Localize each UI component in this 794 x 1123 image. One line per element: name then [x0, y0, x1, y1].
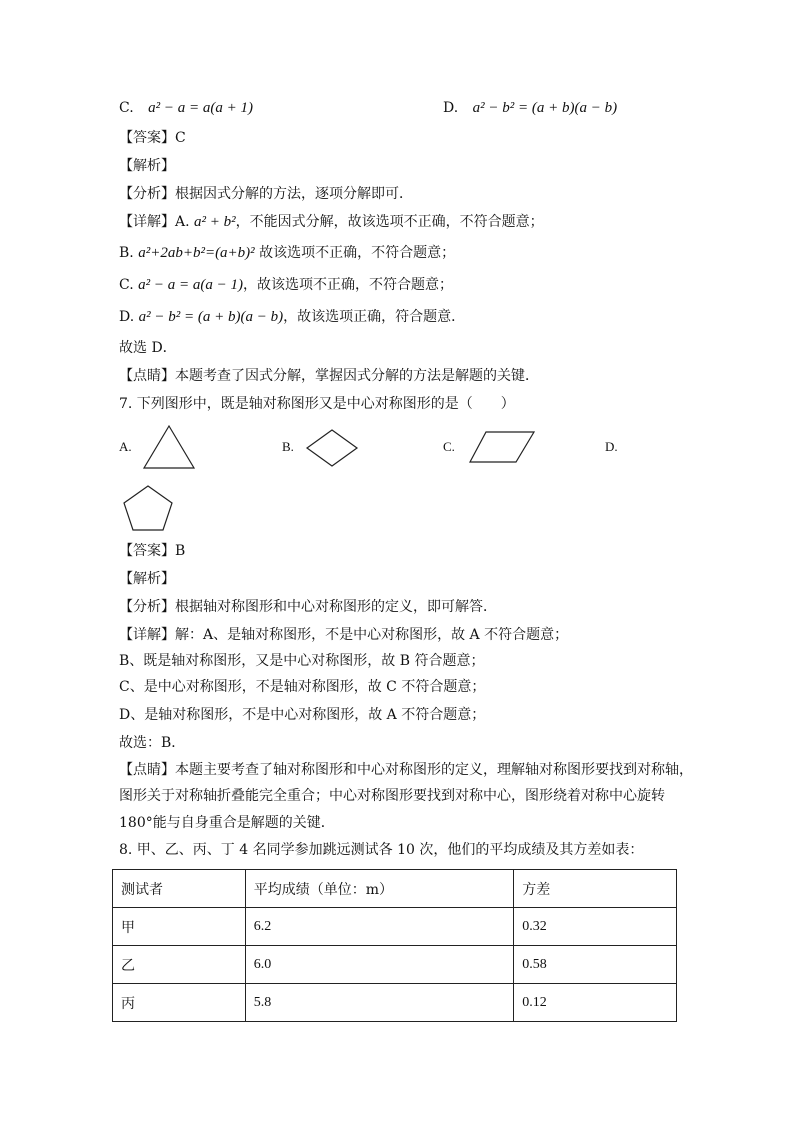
pentagon-shape [121, 484, 175, 532]
parallelogram-shape [468, 430, 536, 464]
table-row [113, 908, 677, 946]
detail-prefix: B. [119, 245, 134, 261]
detail-text: ，故该选项正确，符合题意． [283, 309, 466, 325]
option-expression: a² − b² = (a + b)(a − b) [472, 100, 618, 116]
detail-expression: a² + b² [194, 214, 236, 230]
detail-text: 故该选项不正确，不符合题意； [259, 245, 456, 261]
option-expression: a² − a = a(a + 1) [148, 100, 253, 116]
dianjing-tag: 【点睛】 [119, 368, 175, 384]
q7-stem: 7. 下列图形中，既是轴对称图形又是中心对称图形的是（ ） [119, 396, 515, 412]
answer-tag: 【答案】 [119, 543, 175, 559]
q6-fenxi [119, 184, 413, 204]
dianjing-text: 本题考查了因式分解，掌握因式分解的方法是解题的关键． [175, 368, 539, 384]
detail-expression: a² − a = a(a − 1) [138, 277, 243, 293]
fenxi-text: 根据轴对称图形和中心对称图形的定义，即可解答． [175, 599, 497, 615]
table-header-cell: 平均成绩（单位：m） [245, 870, 514, 908]
q6-choose: 故选 D． [119, 340, 177, 356]
table-cell: 乙 [113, 946, 246, 984]
table-cell: 0.12 [514, 984, 677, 1022]
q6-detail-a [119, 212, 544, 232]
detail-text: ，故该选项不正确，不符合题意； [242, 277, 453, 293]
scores-table [112, 869, 677, 1022]
q6-analysis-tag: 【解析】 [119, 158, 175, 174]
table-header-row [113, 870, 677, 908]
answer-value: C [175, 130, 186, 146]
q7-detail-4: D、是轴对称图形，不是中心对称图形，故 A 不符合题意； [119, 707, 486, 723]
q7-answer [119, 541, 185, 561]
triangle-shape [142, 424, 196, 470]
table-row [113, 946, 677, 984]
dianjing-text: 本题主要考查了轴对称图形和中心对称图形的定义，理解轴对称图形要找到对称轴， [175, 762, 693, 778]
table-cell: 5.8 [245, 984, 514, 1022]
detail-prefix: A. [175, 214, 190, 230]
q7-detail-2: B、既是轴对称图形，又是中心对称图形，故 B 符合题意； [119, 653, 485, 669]
detail-expression: a² − b² = (a + b)(a − b) [138, 309, 284, 325]
detail-tag: 【详解】 [119, 214, 175, 230]
table-row [113, 984, 677, 1022]
fenxi-tag: 【分析】 [119, 186, 175, 202]
detail-prefix: D. [119, 309, 135, 325]
detail-text: ，不能因式分解，故该选项不正确，不符合题意； [235, 214, 544, 230]
q7-dianjing-1 [119, 760, 693, 780]
option-label: C. [119, 100, 134, 116]
q7-choose: 故选：B． [119, 735, 186, 751]
answer-value: B [175, 543, 186, 559]
q7-detail-1 [119, 625, 568, 645]
q7-dianjing-2: 图形关于对称轴折叠能完全重合；中心对称图形要找到对称中心，图形绕着对称中心旋转 [119, 788, 665, 804]
table-cell: 0.58 [514, 946, 677, 984]
rhombus-shape [305, 428, 359, 468]
q7-option-b-label: B. [282, 439, 294, 454]
dianjing-tag: 【点睛】 [119, 762, 175, 778]
q6-option-d [443, 98, 617, 118]
q7-dianjing-3: 180°能与自身重合是解题的关键． [119, 815, 335, 831]
table-cell: 0.32 [514, 908, 677, 946]
q6-answer [119, 128, 186, 148]
q7-fenxi [119, 597, 497, 617]
table-cell: 甲 [113, 908, 246, 946]
q6-dianjing [119, 366, 539, 386]
fenxi-tag: 【分析】 [119, 599, 175, 615]
q7-option-c-label: C. [443, 439, 455, 454]
q7-option-d-label: D. [605, 439, 618, 454]
q6-detail-d [119, 307, 465, 327]
detail-expression: a²+2ab+b²=(a+b)² [138, 245, 255, 261]
q6-detail-c [119, 275, 453, 295]
detail-tag: 【详解】 [119, 627, 175, 643]
table-cell: 丙 [113, 984, 246, 1022]
table-cell: 6.0 [245, 946, 514, 984]
table-header-cell: 测试者 [113, 870, 246, 908]
table-header-cell: 方差 [514, 870, 677, 908]
detail-prefix: C. [119, 277, 134, 293]
table-cell: 6.2 [245, 908, 514, 946]
answer-tag: 【答案】 [119, 130, 175, 146]
q6-option-c [119, 98, 253, 118]
q6-detail-b [119, 243, 455, 263]
q8-stem: 8. 甲、乙、丙、丁 4 名同学参加跳远测试各 10 次，他们的平均成绩及其方差如表： [119, 842, 644, 858]
q7-option-a-label: A. [119, 439, 132, 454]
fenxi-text: 根据因式分解的方法，逐项分解即可． [175, 186, 413, 202]
detail-text: 解：A、是轴对称图形，不是中心对称图形，故 A 不符合题意； [175, 627, 569, 643]
q7-analysis-tag: 【解析】 [119, 571, 175, 587]
q7-detail-3: C、是中心对称图形，不是轴对称图形，故 C 不符合题意； [119, 679, 486, 695]
option-label: D. [443, 100, 459, 116]
